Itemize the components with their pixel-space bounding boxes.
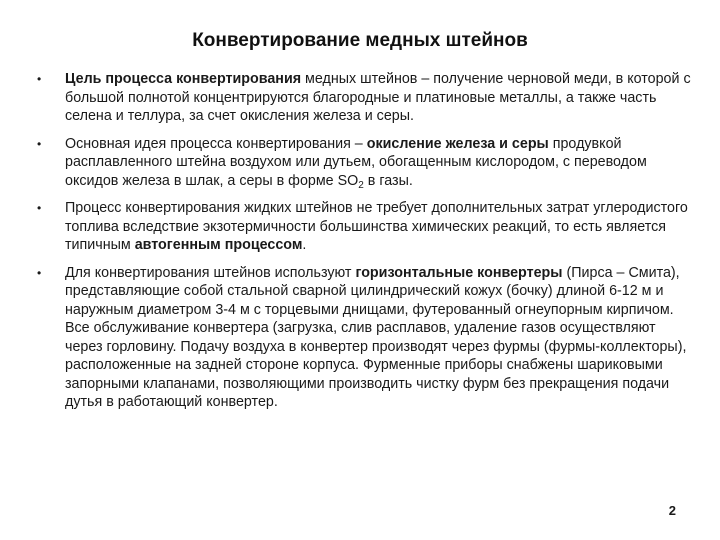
bullet-goal <box>37 70 697 126</box>
bold-phrase: Цель процесса конвертирования <box>65 71 302 87</box>
bullet-text <box>65 265 686 411</box>
bullet-text <box>65 200 688 253</box>
bullet-marker: • <box>37 201 42 215</box>
text-run: Основная идея процесса конвертирования – <box>65 135 367 152</box>
page-number: 2 <box>668 503 676 518</box>
slide-title: Конвертирование медных штейнов <box>192 30 528 51</box>
text-run: медных штейнов – получение черновой меди, в которой с большой полнотой концентрируются благородные и платиновые металлы, а также часть селена и теллура, за счет окисления железа и серы. <box>65 71 691 124</box>
bullet-main-idea <box>37 135 697 191</box>
text-run: (Пирса – Смита), представляющие собой стальной сварной цилиндрический кожух (бочку) длиной 6-12 м и наружным диаметром 3-4 м с торцевыми днищами, футерованный огнеупорным кирпичом. Все обслуживание конвертера (загрузка, слив расплавов, удаление газов осуществляют через горловину. Подачу воздуха в конвертер производят через фурмы (фурмы-коллекторы), расположенные на задней стороне корпуса. Фурменные приборы снабжены шариковыми запорными клапанами, позволяющими производить чистку фурм без прекращения подачи дутья в работающий конвертер. <box>65 264 687 410</box>
bullet-marker: • <box>37 136 42 151</box>
bullet-text <box>65 71 691 124</box>
text-run: продувкой расплавленного штейна воздухом или дутьем, обогащенным кислородом, с переводом оксидов железа в шлак, а серы в форме SO <box>65 135 647 189</box>
bullet-list <box>37 70 697 421</box>
subscript: 2 <box>358 179 364 191</box>
bullet-text <box>65 136 647 189</box>
text-run: Процесс конвертирования жидких штейнов не требует дополнительных затрат углеродистого топлива вследствие экзотермичности большинства химических реакций, то есть является типичным <box>65 200 688 253</box>
bold-phrase: автогенным процессом <box>134 237 303 253</box>
bullet-autogenous <box>37 199 697 255</box>
bullet-marker: • <box>37 265 42 280</box>
text-run: в газы. <box>363 172 413 189</box>
bold-phrase: горизонтальные конвертеры <box>355 264 563 281</box>
text-run: Для конвертирования штейнов используют <box>65 264 356 281</box>
bullet-converters <box>37 264 697 412</box>
text-run: . <box>302 237 307 253</box>
bold-phrase: окисление железа и серы <box>366 135 549 152</box>
bullet-marker: • <box>37 72 42 86</box>
